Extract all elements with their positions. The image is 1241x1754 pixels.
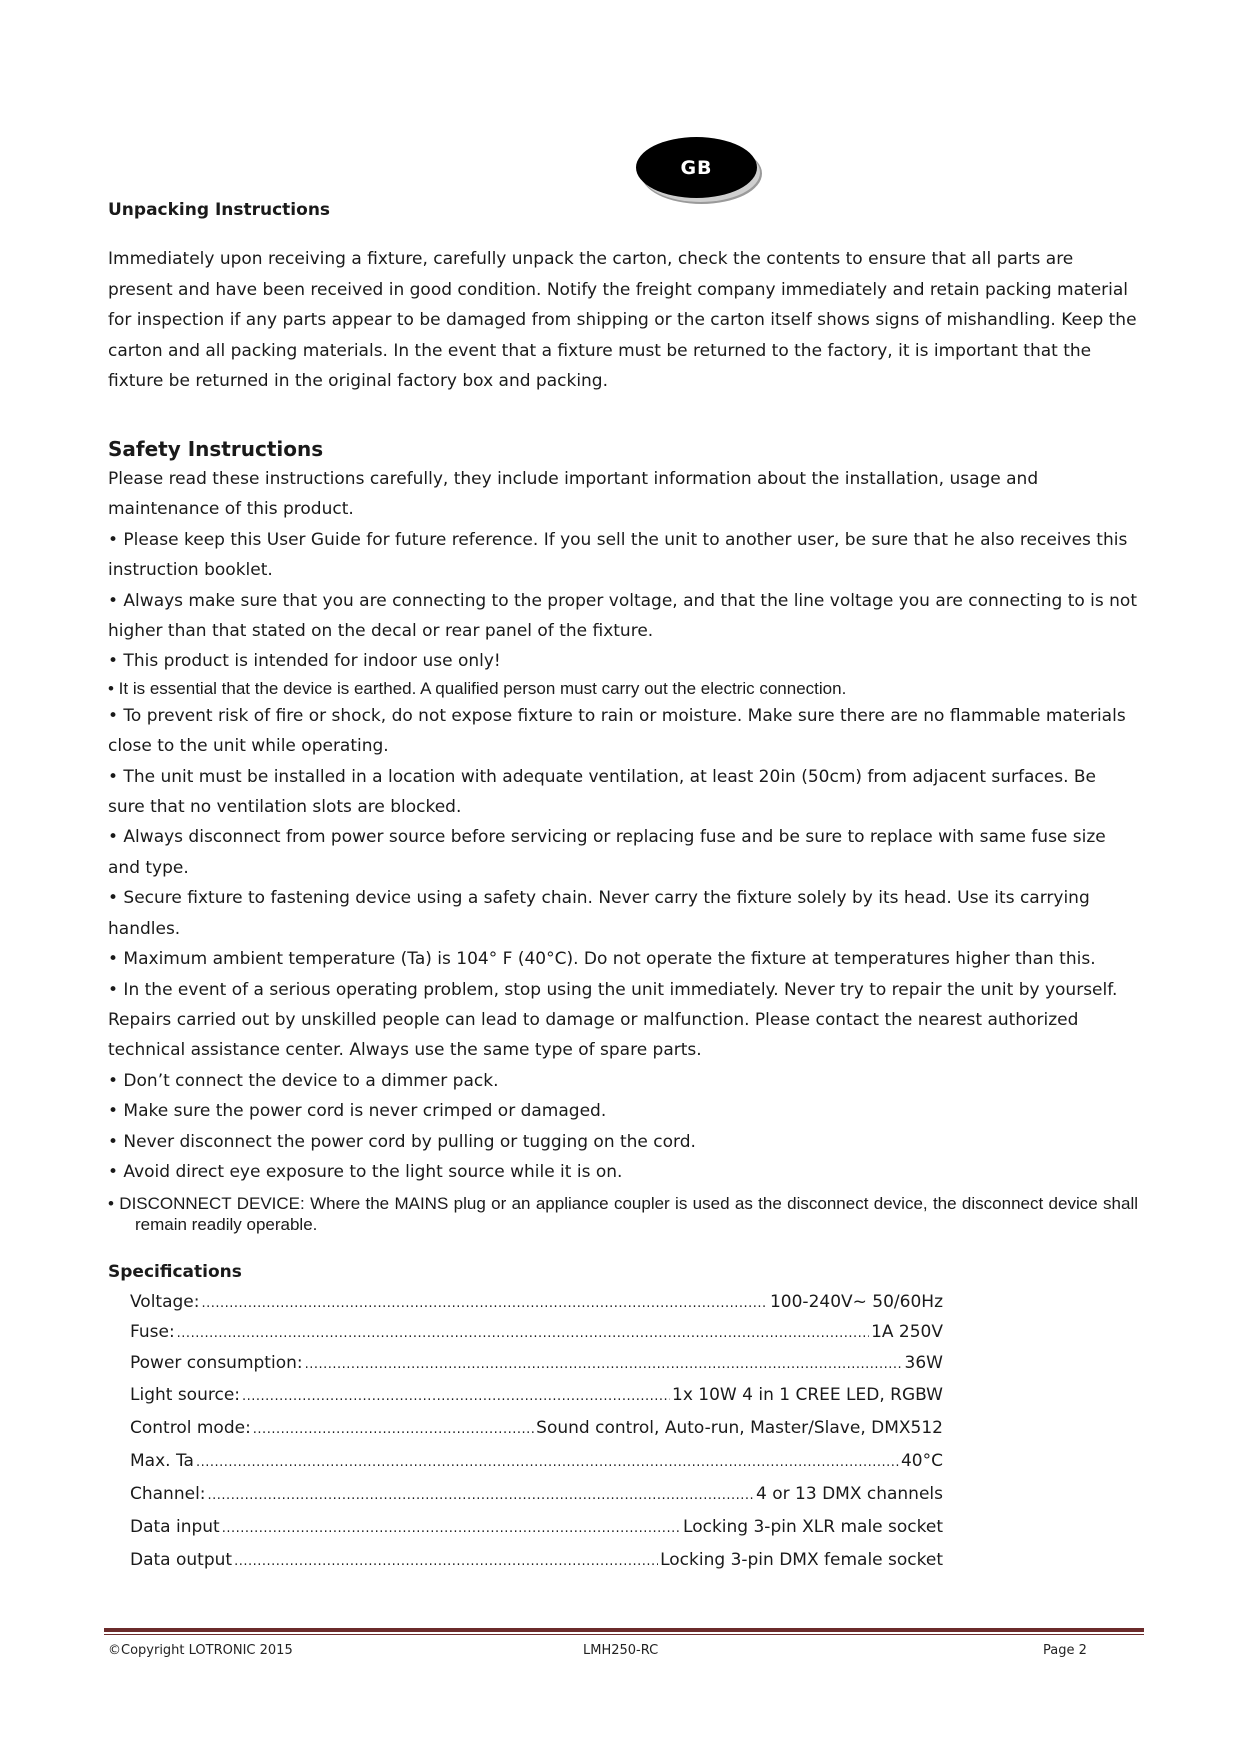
spec-value: 40°C <box>900 1451 943 1471</box>
spec-value: 4 or 13 DMX channels <box>756 1484 943 1504</box>
spec-value: 36W <box>904 1353 943 1373</box>
safety-heading: Safety Instructions <box>108 437 324 461</box>
spec-leader <box>208 1484 754 1504</box>
safety-bullet: • Don’t connect the device to a dimmer pack. <box>108 1070 499 1091</box>
unpacking-paragraph: Immediately upon receiving a fixture, carefully unpack the carton, check the contents to ensure that all parts are present and have been received in good condition. Notify the freight company immediately and retain packing material for inspection if any parts appear to be damaged from shipping or the carton itself shows signs of mishandling. Keep the carton and all packing materials. In the event that a fixture must be returned to the factory, it is important that the fixture be returned in the original factory box and packing. <box>108 249 1137 391</box>
unpacking-body <box>108 244 1138 397</box>
safety-bullet: • This product is intended for indoor use only! <box>108 651 501 672</box>
spec-row-light-source <box>130 1385 943 1415</box>
spec-label: Fuse: <box>130 1322 175 1342</box>
safety-bullet: • Secure fixture to fastening device using a safety chain. Never carry the fixture solely by its head. Use its carrying handles. <box>108 888 1090 939</box>
spec-leader <box>177 1322 869 1342</box>
spec-leader <box>202 1292 768 1312</box>
spec-row-channel <box>130 1484 943 1514</box>
footer-rule-thick <box>104 1628 1144 1632</box>
unpacking-section <box>108 200 1138 220</box>
spec-label: Voltage: <box>130 1292 200 1312</box>
footer-model: LMH250-RC <box>583 1643 659 1658</box>
safety-bullet: • Please keep this User Guide for future reference. If you sell the unit to another user, be sure that he also receives this instruction booklet. <box>108 529 1128 581</box>
spec-label: Control mode: <box>130 1418 251 1438</box>
safety-bullet: • Avoid direct eye exposure to the light source while it is on. <box>108 1161 623 1182</box>
spec-row-fuse <box>130 1322 943 1352</box>
spec-label: Data input <box>130 1517 220 1537</box>
spec-label: Power consumption: <box>130 1353 303 1373</box>
spec-value: 1A 250V <box>871 1322 943 1342</box>
spec-label: Light source: <box>130 1385 241 1405</box>
unpacking-heading: Unpacking Instructions <box>108 200 331 220</box>
footer-page-number: Page 2 <box>1043 1643 1087 1658</box>
safety-bullet: • Make sure the power cord is never crimped or damaged. <box>108 1101 607 1122</box>
safety-bullet-disconnect: • DISCONNECT DEVICE: Where the MAINS plug or an appliance coupler is used as the disconnect device, the disconnect device shall remain readily operable. <box>108 1194 1138 1235</box>
safety-bullet: • Never disconnect the power cord by pulling or tugging on the cord. <box>108 1131 696 1152</box>
spec-row-power <box>130 1353 943 1383</box>
footer-copyright: ©Copyright LOTRONIC 2015 <box>108 1643 293 1658</box>
safety-bullet: • The unit must be installed in a location with adequate ventilation, at least 20in (50cm) from adjacent surfaces. Be sure that no ventilation slots are blocked. <box>108 766 1097 818</box>
spec-row-voltage <box>130 1292 943 1322</box>
language-badge-gb: GB <box>636 137 757 198</box>
spec-leader <box>305 1353 903 1373</box>
spec-leader <box>242 1385 670 1405</box>
safety-section <box>108 437 1138 461</box>
spec-label: Max. Ta <box>130 1451 194 1471</box>
spec-label: Data output <box>130 1550 233 1570</box>
spec-label: Channel: <box>130 1484 206 1504</box>
safety-intro: Please read these instructions carefully, they include important information about the installation, usage and maintenance of this product. <box>108 469 1039 520</box>
safety-bullet: • In the event of a serious operating problem, stop using the unit immediately. Never try to repair the unit by yourself. Repairs carried out by unskilled people can lead to damage or malfunction. Please contact the nearest authorized technical assistance center. Always use the same type of spare parts. <box>108 979 1118 1061</box>
spec-row-control-mode <box>130 1418 943 1448</box>
spec-value: Locking 3-pin DMX female socket <box>660 1550 943 1570</box>
spec-value: Locking 3-pin XLR male socket <box>683 1517 943 1537</box>
spec-row-data-input <box>130 1517 943 1547</box>
spec-row-data-output <box>130 1550 943 1580</box>
spec-leader <box>222 1517 681 1537</box>
safety-bullet: • Always make sure that you are connecting to the proper voltage, and that the line voltage you are connecting to is not higher than that stated on the decal or rear panel of the fixture. <box>108 590 1137 642</box>
footer-rule-thin <box>104 1634 1144 1635</box>
spec-leader <box>196 1451 899 1471</box>
specs-heading: Specifications <box>108 1262 242 1282</box>
safety-bullet: • To prevent risk of fire or shock, do not expose fixture to rain or moisture. Make sure there are no flammable materials close to the unit while operating. <box>108 705 1126 757</box>
spec-row-max-ta <box>130 1451 943 1481</box>
spec-value: Sound control, Auto-run, Master/Slave, DMX512 <box>536 1418 943 1438</box>
spec-leader <box>234 1550 658 1570</box>
safety-bullet: • Maximum ambient temperature (Ta) is 104° F (40°C). Do not operate the fixture at temperatures higher than this. <box>108 949 1096 970</box>
specs-section <box>108 1262 1138 1282</box>
spec-value: 1x 10W 4 in 1 CREE LED, RGBW <box>672 1385 943 1405</box>
safety-bullet: • Always disconnect from power source before servicing or replacing fuse and be sure to replace with same fuse size and type. <box>108 827 1106 878</box>
safety-body <box>108 464 1138 1235</box>
spec-leader <box>253 1418 534 1438</box>
safety-bullet: • It is essential that the device is earthed. A qualified person must carry out the electric connection. <box>108 678 847 698</box>
spec-value: 100-240V~ 50/60Hz <box>769 1292 943 1312</box>
